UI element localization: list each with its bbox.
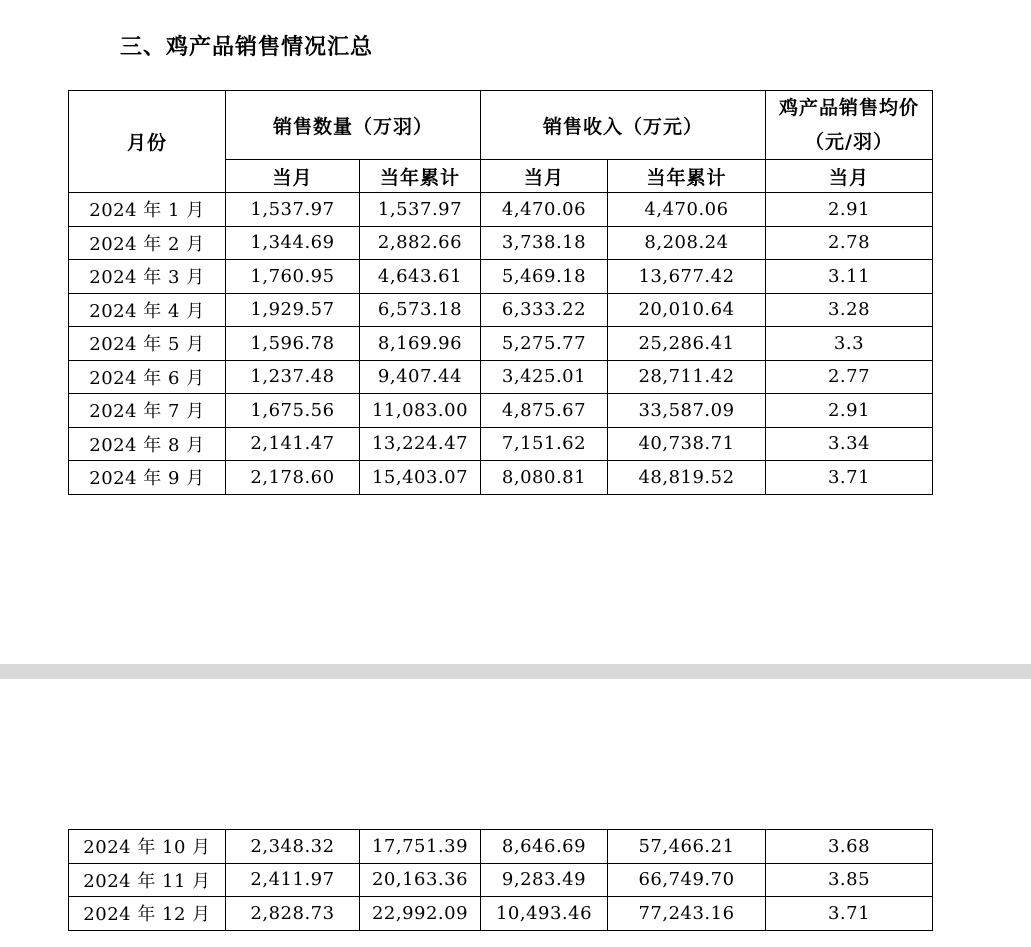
qty-current-cell: 2,348.32	[226, 830, 360, 864]
price-current-cell: 3.34	[766, 427, 933, 461]
month-cell: 2024 年 4 月	[69, 293, 226, 327]
qty-cumulative-cell: 11,083.00	[360, 394, 481, 428]
income-cumulative-cell: 28,711.42	[608, 360, 766, 394]
income-cumulative-cell: 13,677.42	[608, 260, 766, 294]
income-current-cell: 6,333.22	[481, 293, 608, 327]
qty-current-cell: 2,828.73	[226, 897, 360, 931]
qty-current-cell: 2,178.60	[226, 461, 360, 495]
qty-current-cell: 2,411.97	[226, 863, 360, 897]
income-header: 销售收入（万元）	[481, 91, 766, 160]
income-current-cell: 3,738.18	[481, 226, 608, 260]
income-cumulative-cell: 33,587.09	[608, 394, 766, 428]
income-cumulative-cell: 20,010.64	[608, 293, 766, 327]
qty-cumulative-cell: 6,573.18	[360, 293, 481, 327]
income-current-cell: 3,425.01	[481, 360, 608, 394]
income-cumulative-cell: 66,749.70	[608, 863, 766, 897]
income-current-cell: 4,470.06	[481, 193, 608, 227]
qty-cumulative-cell: 9,407.44	[360, 360, 481, 394]
qty-cumulative-cell: 17,751.39	[360, 830, 481, 864]
month-cell: 2024 年 9 月	[69, 461, 226, 495]
income-current-cell: 8,080.81	[481, 461, 608, 495]
table-row	[69, 427, 933, 461]
table-row	[69, 897, 933, 931]
section-heading: 三、鸡产品销售情况汇总	[120, 35, 374, 60]
month-cell: 2024 年 12 月	[69, 897, 226, 931]
income-current-cell: 7,151.62	[481, 427, 608, 461]
table-row	[69, 394, 933, 428]
sales-summary-table	[68, 90, 933, 495]
table-row	[69, 461, 933, 495]
quantity-header: 销售数量（万羽）	[226, 91, 481, 160]
income-cumulative-cell: 25,286.41	[608, 327, 766, 361]
sales-summary-table-continued	[68, 829, 933, 931]
income-current-subheader: 当月	[481, 160, 608, 193]
table-row	[69, 830, 933, 864]
month-cell: 2024 年 5 月	[69, 327, 226, 361]
table-row	[69, 360, 933, 394]
price-current-cell: 2.78	[766, 226, 933, 260]
table-row	[69, 293, 933, 327]
price-current-cell: 2.91	[766, 394, 933, 428]
price-current-cell: 3.71	[766, 897, 933, 931]
qty-current-subheader: 当月	[226, 160, 360, 193]
price-current-cell: 2.77	[766, 360, 933, 394]
income-current-cell: 8,646.69	[481, 830, 608, 864]
month-cell: 2024 年 7 月	[69, 394, 226, 428]
qty-cumulative-cell: 1,537.97	[360, 193, 481, 227]
income-cumulative-cell: 4,470.06	[608, 193, 766, 227]
month-header: 月份	[69, 91, 226, 193]
qty-current-cell: 1,929.57	[226, 293, 360, 327]
month-cell: 2024 年 11 月	[69, 863, 226, 897]
qty-cumulative-cell: 2,882.66	[360, 226, 481, 260]
month-cell: 2024 年 2 月	[69, 226, 226, 260]
qty-current-cell: 1,596.78	[226, 327, 360, 361]
price-header: 鸡产品销售均价（元/羽）	[766, 91, 933, 160]
price-current-cell: 3.3	[766, 327, 933, 361]
income-current-cell: 10,493.46	[481, 897, 608, 931]
month-cell: 2024 年 8 月	[69, 427, 226, 461]
qty-current-cell: 2,141.47	[226, 427, 360, 461]
month-cell: 2024 年 10 月	[69, 830, 226, 864]
qty-cumulative-cell: 8,169.96	[360, 327, 481, 361]
qty-current-cell: 1,537.97	[226, 193, 360, 227]
price-current-cell: 2.91	[766, 193, 933, 227]
price-current-cell: 3.68	[766, 830, 933, 864]
income-cumulative-cell: 40,738.71	[608, 427, 766, 461]
qty-current-cell: 1,675.56	[226, 394, 360, 428]
price-current-cell: 3.85	[766, 863, 933, 897]
income-cumulative-cell: 8,208.24	[608, 226, 766, 260]
table-row	[69, 327, 933, 361]
income-current-cell: 4,875.67	[481, 394, 608, 428]
qty-current-cell: 1,237.48	[226, 360, 360, 394]
header-row	[69, 91, 933, 160]
qty-cumulative-cell: 13,224.47	[360, 427, 481, 461]
qty-cumulative-cell: 15,403.07	[360, 461, 481, 495]
month-cell: 2024 年 3 月	[69, 260, 226, 294]
income-cumulative-subheader: 当年累计	[608, 160, 766, 193]
qty-cumulative-cell: 4,643.61	[360, 260, 481, 294]
qty-cumulative-cell: 20,163.36	[360, 863, 481, 897]
table-row	[69, 260, 933, 294]
qty-current-cell: 1,344.69	[226, 226, 360, 260]
table-row	[69, 863, 933, 897]
income-current-cell: 5,469.18	[481, 260, 608, 294]
table-row	[69, 226, 933, 260]
price-current-subheader: 当月	[766, 160, 933, 193]
income-current-cell: 9,283.49	[481, 863, 608, 897]
income-current-cell: 5,275.77	[481, 327, 608, 361]
qty-cumulative-cell: 22,992.09	[360, 897, 481, 931]
month-cell: 2024 年 6 月	[69, 360, 226, 394]
qty-cumulative-subheader: 当年累计	[360, 160, 481, 193]
price-current-cell: 3.28	[766, 293, 933, 327]
income-cumulative-cell: 57,466.21	[608, 830, 766, 864]
qty-current-cell: 1,760.95	[226, 260, 360, 294]
page-break-divider	[0, 664, 1031, 679]
income-cumulative-cell: 77,243.16	[608, 897, 766, 931]
month-cell: 2024 年 1 月	[69, 193, 226, 227]
income-cumulative-cell: 48,819.52	[608, 461, 766, 495]
price-current-cell: 3.11	[766, 260, 933, 294]
price-current-cell: 3.71	[766, 461, 933, 495]
table-row	[69, 193, 933, 227]
